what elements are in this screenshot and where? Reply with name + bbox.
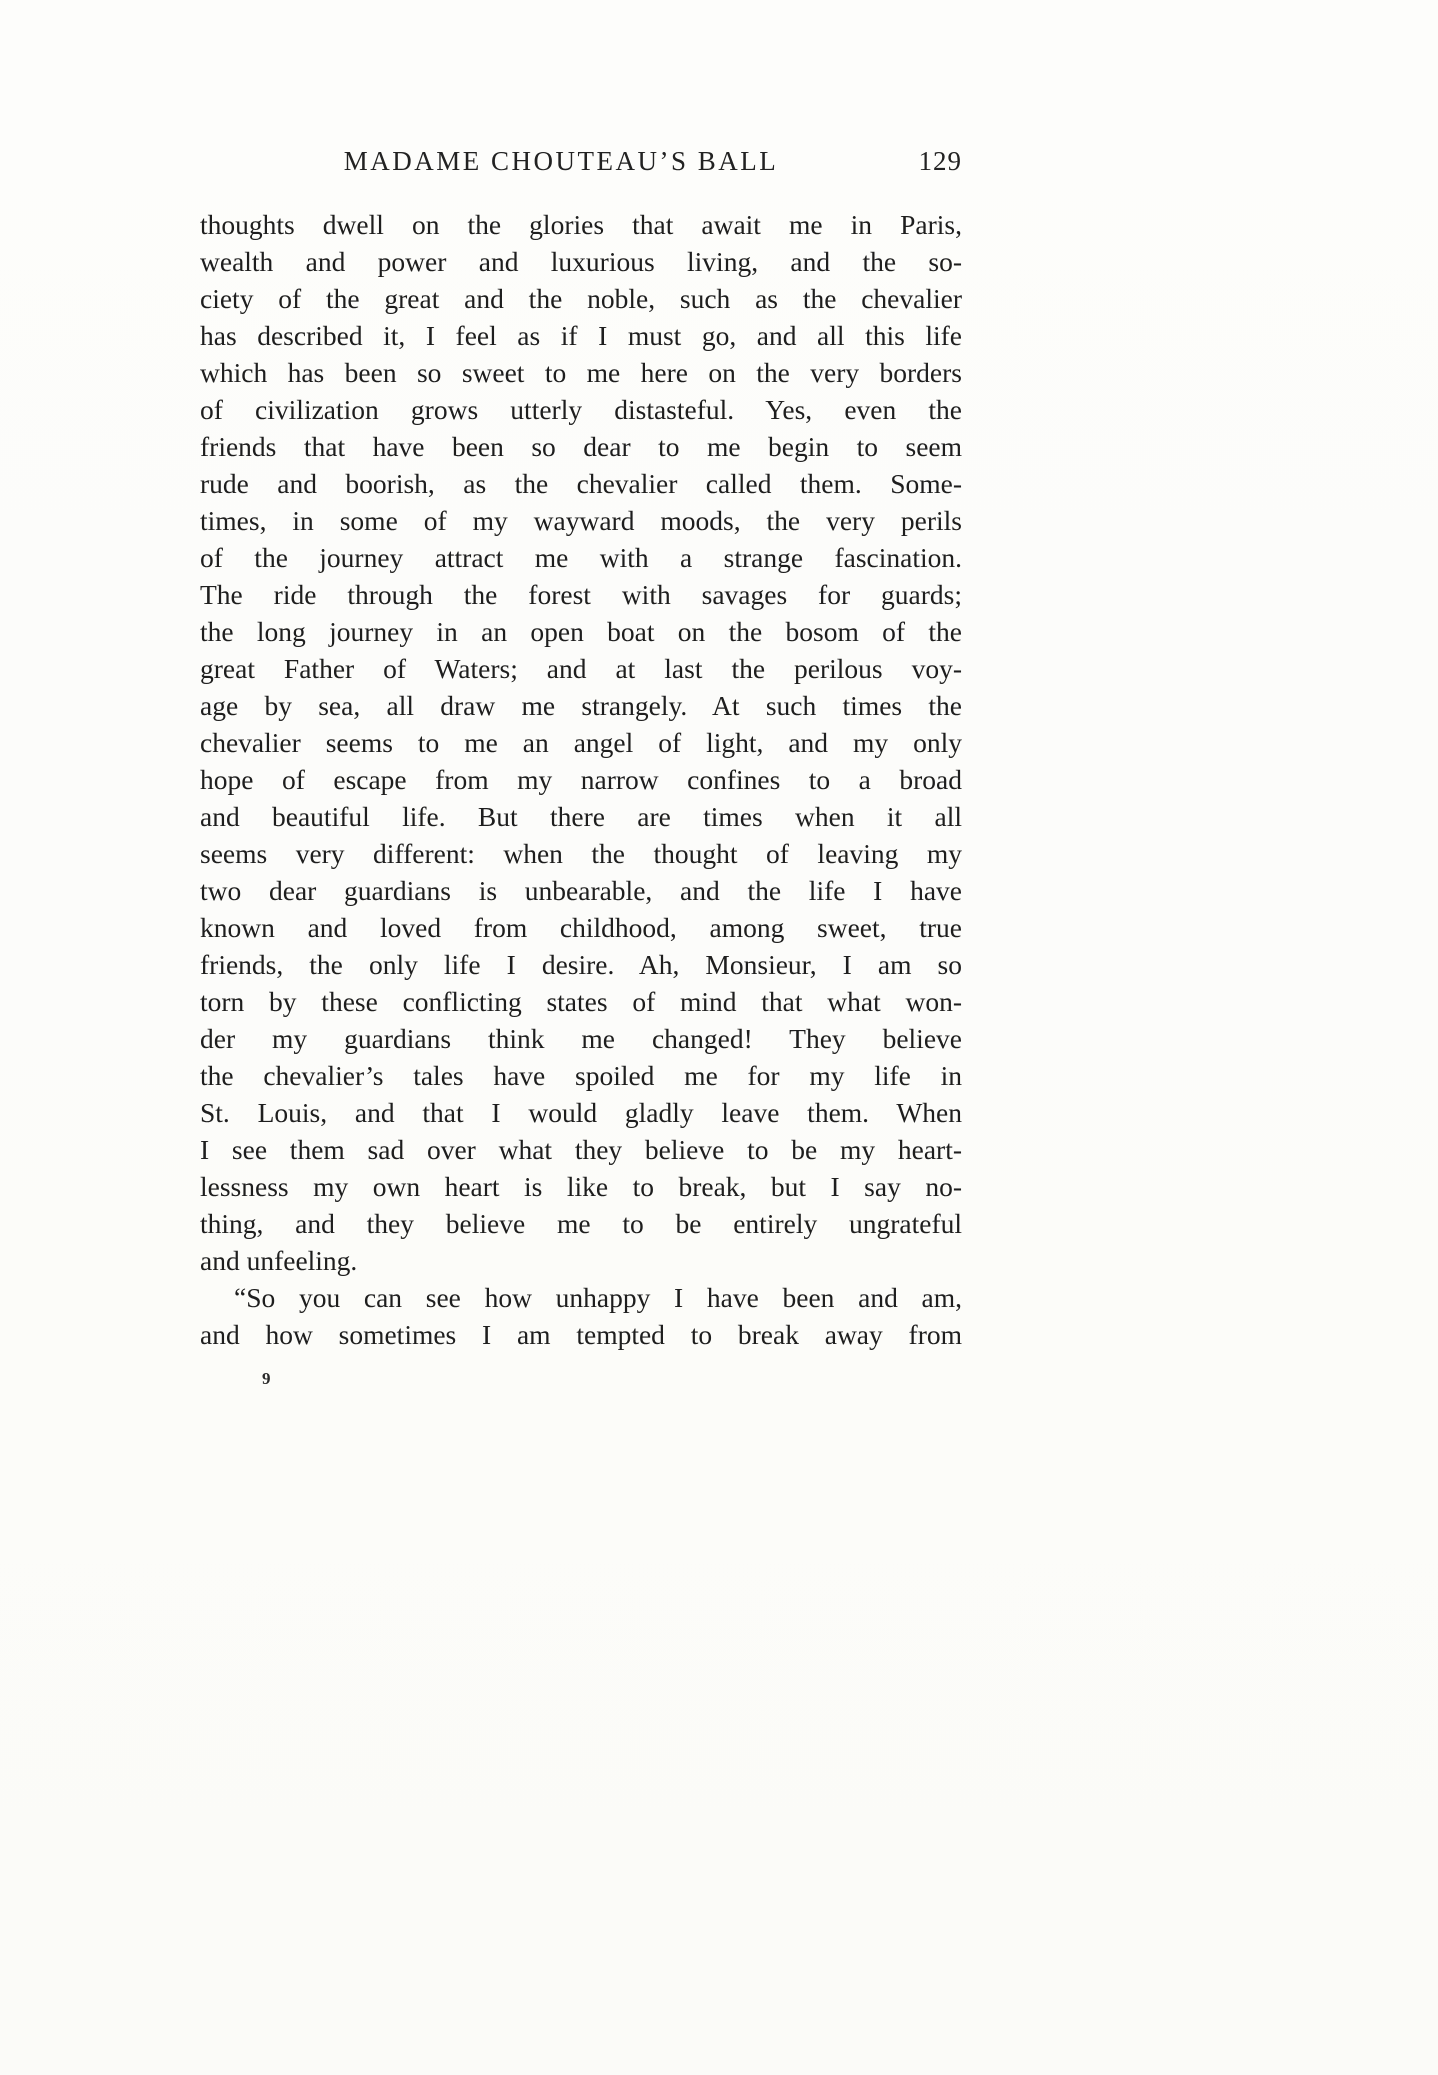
text-line: lessness my own heart is like to break, but I say no- xyxy=(200,1171,962,1202)
text-line: I see them sad over what they believe to be my heart- xyxy=(200,1134,962,1165)
text-line: the chevalier’s tales have spoiled me for my life in xyxy=(200,1060,962,1091)
text-line: friends, the only life I desire. Ah, Monsieur, I am so xyxy=(200,949,962,980)
body-text xyxy=(200,206,962,1353)
text-line: The ride through the forest with savages for guards; xyxy=(200,579,962,610)
signature-mark: 9 xyxy=(262,1369,271,1388)
text-line: which has been so sweet to me here on the very borders xyxy=(200,357,962,388)
text-line: “So you can see how unhappy I have been and am, xyxy=(234,1282,962,1313)
text-line: chevalier seems to me an angel of light, and my only xyxy=(200,727,962,758)
text-line: of civilization grows utterly distasteful. Yes, even the xyxy=(200,394,962,425)
text-line: der my guardians think me changed! They believe xyxy=(200,1023,962,1054)
text-line: of the journey attract me with a strange fascination. xyxy=(200,542,962,573)
text-line: and beautiful life. But there are times when it all xyxy=(200,801,962,832)
text-line: and how sometimes I am tempted to break away from xyxy=(200,1319,962,1350)
text-line: seems very different: when the thought of leaving my xyxy=(200,838,962,869)
text-line: the long journey in an open boat on the bosom of the xyxy=(200,616,962,647)
text-line: times, in some of my wayward moods, the very perils xyxy=(200,505,962,536)
page-number: 129 xyxy=(918,146,962,176)
text-line: has described it, I feel as if I must go, and all this life xyxy=(200,320,962,351)
chapter-title: MADAME CHOUTEAU’S BALL xyxy=(343,146,779,176)
text-line: ciety of the great and the noble, such as the chevalier xyxy=(200,283,962,314)
text-line: wealth and power and luxurious living, and the so- xyxy=(200,246,962,277)
text-line: age by sea, all draw me strangely. At such times the xyxy=(200,690,962,721)
text-line: hope of escape from my narrow confines to a broad xyxy=(200,764,962,795)
text-line: great Father of Waters; and at last the perilous voy- xyxy=(200,653,962,684)
text-line: St. Louis, and that I would gladly leave them. When xyxy=(200,1097,962,1128)
running-header xyxy=(200,146,962,180)
text-line: rude and boorish, as the chevalier called them. Some- xyxy=(200,468,962,499)
text-line: friends that have been so dear to me begin to seem xyxy=(200,431,962,462)
text-block xyxy=(200,146,962,1389)
text-line: thing, and they believe me to be entirely ungrateful xyxy=(200,1208,962,1239)
text-line: two dear guardians is unbearable, and the life I have xyxy=(200,875,962,906)
text-line: thoughts dwell on the glories that await me in Paris, xyxy=(200,209,962,240)
text-line: torn by these conflicting states of mind that what won- xyxy=(200,986,962,1017)
text-line: known and loved from childhood, among sweet, true xyxy=(200,912,962,943)
text-line: and unfeeling. xyxy=(200,1245,358,1276)
